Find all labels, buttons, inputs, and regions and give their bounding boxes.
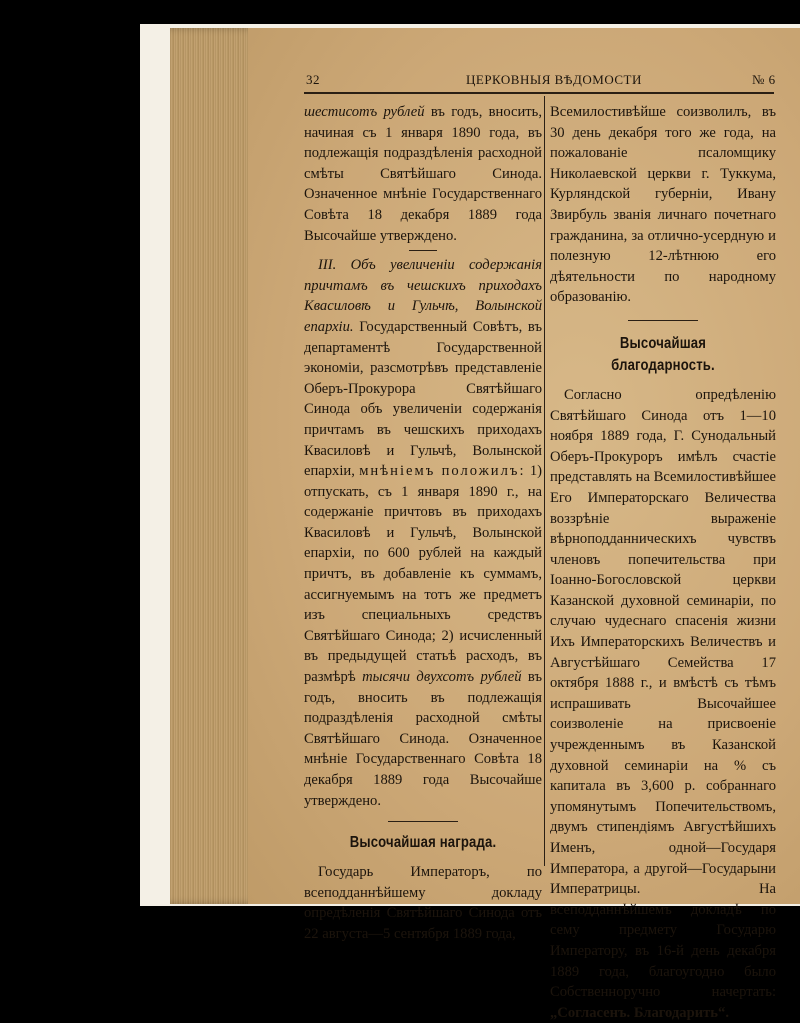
left-p2-text-a: Государственный Совѣтъ, въ департаментѣ Государственной экономіи, разсмотрѣвъ представленіе Оберъ-Прокурора Святѣйшаго Синода объ увеличеніи содержанія причтамъ въ чешскихъ приходахъ Квасиловѣ и Гульчѣ, Волынской епархіи,	[304, 318, 542, 480]
left-p1-text: въ годъ, вносить, начиная съ 1 января 1890 года, въ подлежащія подраздѣленія расходной смѣты Святѣйшаго Синода. Означенное мнѣніе Государственнаго Совѣта 18 декабря 1889 года Высочайше утверждено.	[304, 104, 542, 244]
heading-gratitude: Высочайшая благодарность.	[611, 334, 715, 374]
left-column	[304, 102, 542, 945]
section-dash	[409, 250, 437, 251]
section-rule-right	[628, 320, 698, 321]
section-iii-title: III. Объ увеличеніи содержанія причтамъ въ чешскихъ приходахъ Квасиловѣ и Гульчѣ, Волынской епархіи.	[304, 257, 542, 335]
header-rule	[304, 92, 774, 94]
left-p2-text-c: въ годъ, вносить въ подлежащія подраздѣленія расходной смѣты Святѣйшаго Синода. Означенное мнѣніе Государственнаго Совѣта 18 декабря 1889 года Высочайше утверждено.	[304, 669, 542, 809]
left-p2-text-b: 1) отпускать, съ 1 января 1890 г., на содержаніе причтовъ въ приходахъ Квасиловѣ и Гульчѣ, Волынской епархіи, по 600 рублей на каждый причтъ, въ добавленіе къ суммамъ, ассигнуемымъ на тотъ же предметъ изъ специальныхъ средствъ Святѣйшаго Синода; 2) исчисленный въ предыдущей статьѣ расходъ, въ размѣрѣ	[304, 463, 542, 686]
journal-title: ЦЕРКОВНЫЯ ВѢДОМОСТИ	[466, 72, 642, 87]
right-quote: „Согласенъ. Благодарить“.	[550, 1004, 729, 1021]
section-rule	[388, 821, 458, 822]
column-divider	[544, 96, 545, 866]
left-paragraph-2	[304, 255, 542, 811]
left-p1-italic: шестисотъ рублей	[304, 104, 425, 120]
page-edges	[170, 28, 260, 904]
running-head	[248, 72, 800, 90]
heading-award: Высочайшая награда.	[349, 834, 497, 852]
right-paragraph-2	[550, 385, 776, 1023]
left-p2-spaced: мнѣніемъ положилъ:	[359, 463, 526, 480]
right-column	[550, 102, 776, 1023]
right-p2-text: Согласно опредѣленію Святѣйшаго Синода отъ 1—10 ноября 1889 года, Г. Сунодальный Оберъ-Прокуроръ имѣлъ счастіе представлять на Всемилостивѣйшее Его Императорскаго Величества воззрѣніе выраженіе вѣрноподданническихъ чувствъ членовъ попечительства при Іоанно-Богословской церкви Казанской духовной семинаріи, по случаю чудеснаго спасенія жизни Ихъ Императорскихъ Величествъ и Августѣйшаго Семейства 17 октября 1888 г., и вмѣстѣ съ тѣмъ испрашивать Высочайшее соизволеніе на присвоеніе учрежденнымъ въ Казанской духовной семинаріи на % съ капитала въ 3,600 р. собраннаго упомянутымъ Попечительствомъ, двумъ стипендіямъ Августѣйшихъ Именъ, одной—Государя Императора, а другой—Государыни Императрицы. На всеподданнѣйшемъ докладѣ по сему предмету Государю Императору, въ 16-й день декабря 1889 года, благоугодно было Собственноручно начертать:	[550, 386, 776, 1001]
left-p2-italic-b: тысячи двухсотъ рублей	[362, 669, 522, 686]
journal-page	[248, 28, 800, 1021]
right-paragraph-1: Всемилостивѣйше соизволилъ, въ 30 день декабря того же года, на пожалованіе псаломщику Николаевской церкви г. Туккума, Курляндской губерніи, Ивану Звирбуль званія личнаго почетнаго гражданина, за отлично-усердную и полезную 12-лѣтнюю его дѣятельности по народному образованію.	[550, 104, 776, 306]
left-paragraph-3: Государь Императоръ, по всеподданнѣйшему докладу опредѣленія Святѣйшаго Синода отъ 22 августа—5 сентября 1889 года,	[304, 864, 542, 942]
page-number: 32	[306, 72, 320, 87]
left-paragraph-1	[304, 102, 542, 246]
issue-number: № 6	[752, 72, 776, 87]
